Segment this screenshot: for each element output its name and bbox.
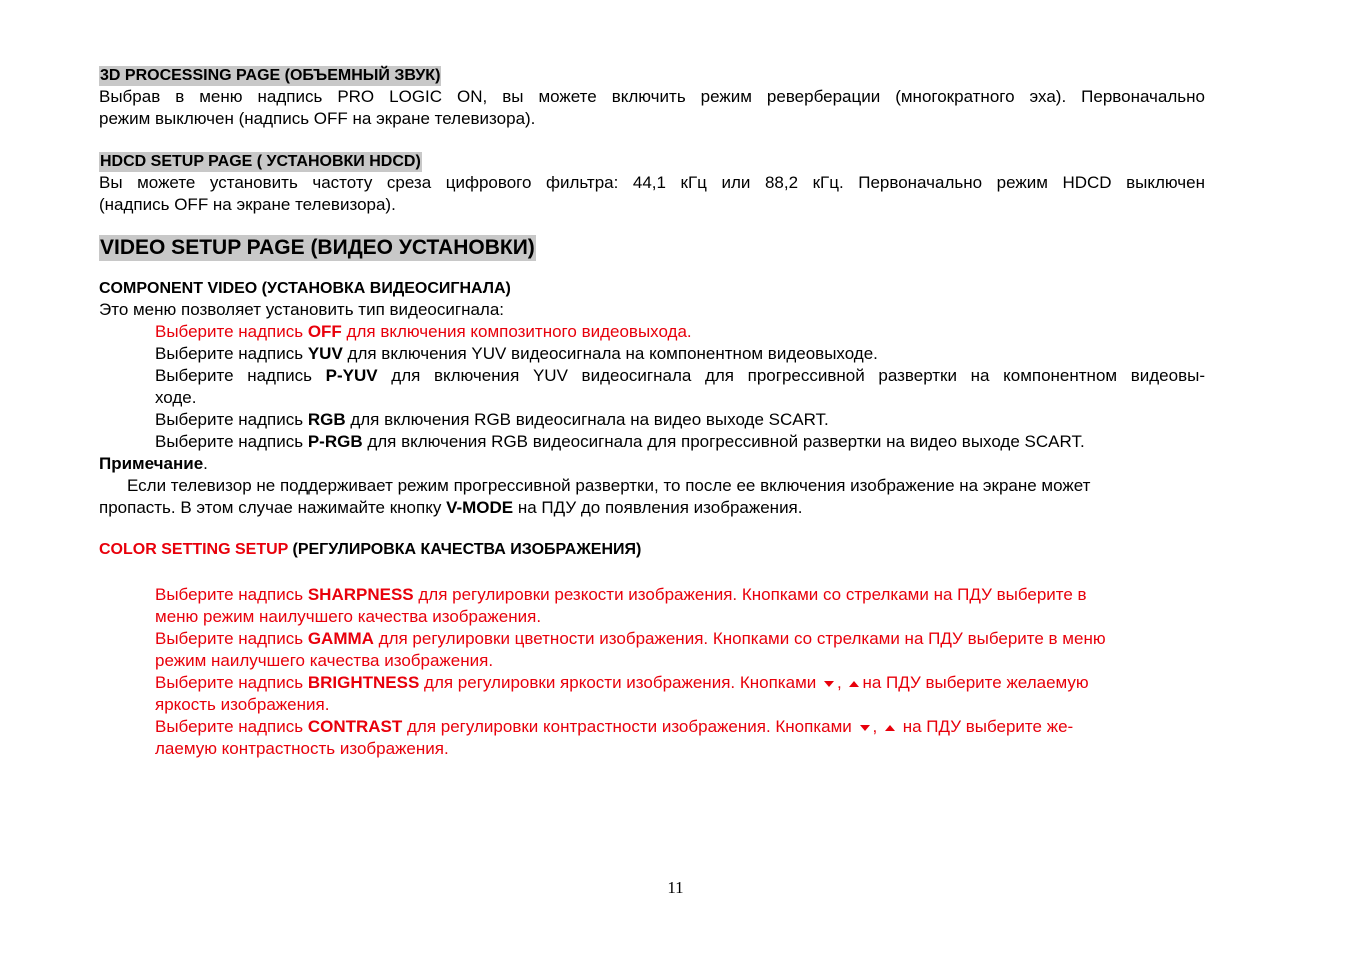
component-item-p-yuv-cont: ходе. (155, 388, 197, 407)
color-item-sharpness: Выберите надпись SHARPNESS для регулировки резкости изображения. Кнопками со стрелками на ПДУ выберите в (155, 585, 1087, 604)
page-number: 11 (667, 878, 684, 897)
section-color-setting (99, 540, 1205, 760)
component-item-p-rgb: Выберите надпись P-RGB для включения RGB видеосигнала для прогрессивной развертки на видео выходе SCART. (155, 432, 1085, 451)
arrow-down-icon (824, 681, 834, 687)
component-item-p-yuv: Выберите надпись P-YUV для включения YUV видеосигнала для прогрессивной развертки на компонентном видеовы- (155, 366, 1205, 385)
color-item-contrast-cont: лаемую контрастность изображения. (155, 739, 449, 758)
heading-component-video: COMPONENT VIDEO (УСТАНОВКА ВИДЕОСИГНАЛА) (99, 280, 511, 297)
heading-3d-processing: 3D PROCESSING PAGE (ОБЪЕМНЫЙ ЗВУК) (100, 67, 441, 84)
color-item-sharpness-cont: меню режим наилучшего качества изображения. (155, 607, 542, 626)
note-line2: пропасть. В этом случае нажимайте кнопку V-MODE на ПДУ до появления изображения. (99, 498, 803, 517)
color-item-brightness: Выберите надпись BRIGHTNESS для регулировки яркости изображения. Кнопками , на ПДУ выберите желаемую (155, 673, 1089, 692)
note-line1: Если телевизор не поддерживает режим прогрессивной развертки, то после ее включения изображение на экране может (127, 476, 1091, 495)
section-hdcd (99, 150, 1205, 216)
note-label: Примечание. (99, 454, 208, 473)
component-item-yuv: Выберите надпись YUV для включения YUV видеосигнала на компонентном видеовыходе. (155, 344, 878, 363)
color-item-gamma-cont: режим наилучшего качества изображения. (155, 651, 494, 670)
arrow-up-icon (849, 681, 859, 687)
heading-hdcd: HDCD SETUP PAGE ( УСТАНОВКИ HDCD) (100, 153, 421, 170)
color-item-gamma: Выберите надпись GAMMA для регулировки цветности изображения. Кнопками со стрелками на ПДУ выберите в меню (155, 629, 1106, 648)
component-item-off: Выберите надпись OFF для включения композитного видеовыхода. (155, 322, 692, 341)
heading-video-setup: VIDEO SETUP PAGE (ВИДЕО УСТАНОВКИ) (100, 236, 535, 259)
paragraph-hdcd-line1: Вы можете установить частоту среза цифрового фильтра: 44,1 кГц или 88,2 кГц. Первоначально режим HDCD выключен (99, 173, 1205, 192)
document-page (99, 64, 1205, 760)
component-intro: Это меню позволяет установить тип видеосигнала: (99, 300, 505, 319)
paragraph-3d-line2: режим выключен (надпись OFF на экране телевизора). (99, 109, 536, 128)
color-item-brightness-cont: яркость изображения. (155, 695, 330, 714)
section-component-video (99, 279, 1205, 519)
paragraph-3d-line1: Выбрав в меню надпись PRO LOGIC ON, вы можете включить режим реверберации (многократного эха). Первоначально (99, 87, 1205, 106)
section-3d-processing (99, 64, 1205, 130)
paragraph-hdcd-line2: (надпись OFF на экране телевизора). (99, 195, 396, 214)
arrow-up-icon (885, 725, 895, 731)
arrow-down-icon (860, 725, 870, 731)
component-item-rgb: Выберите надпись RGB для включения RGB видеосигнала на видео выходе SCART. (155, 410, 829, 429)
color-item-contrast: Выберите надпись CONTRAST для регулировки контрастности изображения. Кнопками , на ПДУ выберите же- (155, 717, 1074, 736)
heading-color-setting: COLOR SETTING SETUP (РЕГУЛИРОВКА КАЧЕСТВА ИЗОБРАЖЕНИЯ) (99, 541, 642, 558)
